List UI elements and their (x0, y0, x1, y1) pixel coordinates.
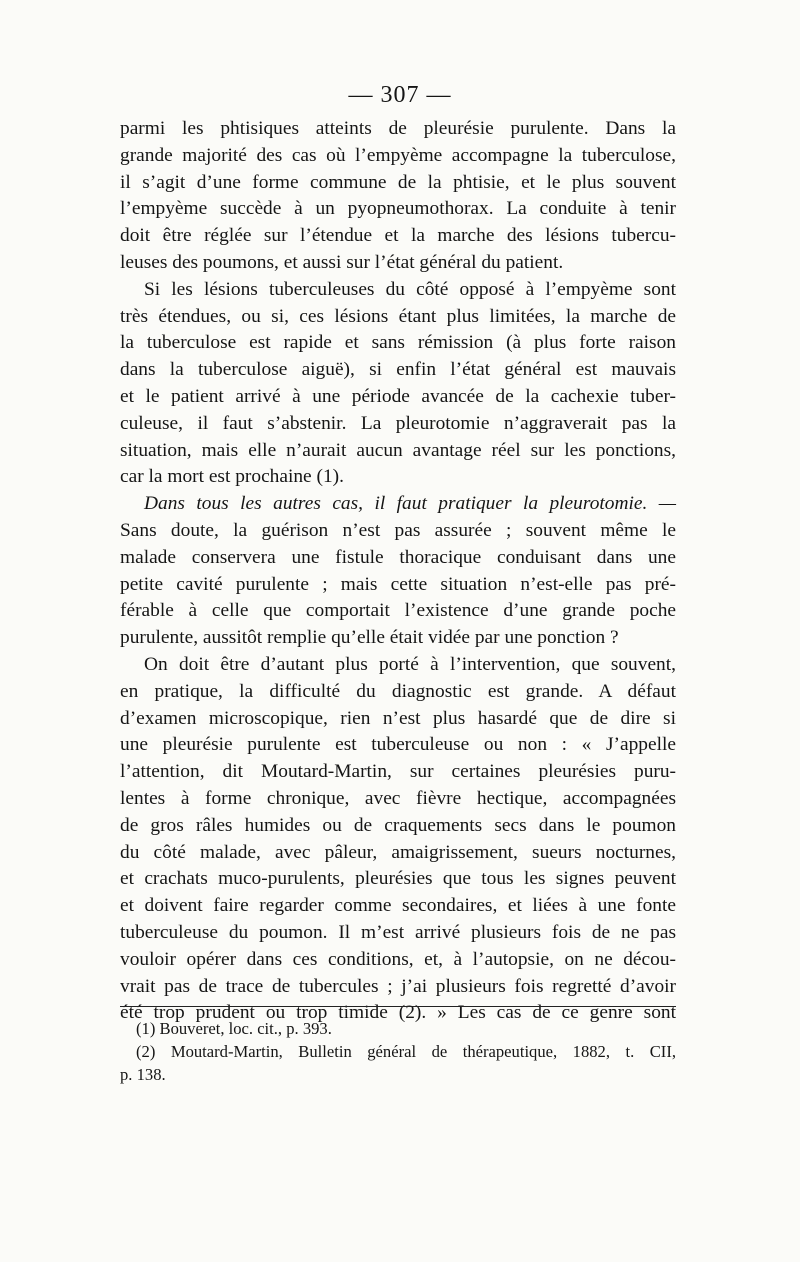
text-line: malade conservera une fistule thoracique conduisant dans une (120, 546, 676, 568)
text-line: doit être réglée sur l’étendue et la marche des lésions tubercu- (120, 225, 676, 247)
text-line: dans la tuberculose aiguë), si enfin l’état général est mauvais (120, 359, 676, 381)
text-line: du côté malade, avec pâleur, amaigrissement, sueurs nocturnes, (120, 841, 676, 863)
text-line: parmi les phtisiques atteints de pleurésie purulente. Dans la (120, 118, 676, 139)
text-line: en pratique, la difficulté du diagnostic est grande. A défaut (120, 680, 676, 702)
text-line: Si les lésions tuberculeuses du côté opposé à l’empyème sont (144, 278, 676, 300)
text-line: été trop prudent ou trop timide (2). » Les cas de ce genre sont (120, 1002, 676, 1024)
text-line: Dans tous les autres cas, il faut pratiquer la pleurotomie. — (144, 493, 676, 515)
text-line: tuberculeuse du poumon. Il m’est arrivé plusieurs fois de ne pas (120, 921, 676, 943)
text-line: situation, mais elle n’aurait aucun avantage réel sur les ponctions, (120, 439, 676, 461)
footnote-rule (120, 1006, 676, 1007)
text-line: culeuse, il faut s’abstenir. La pleurotomie n’aggraverait pas la (120, 412, 676, 434)
footnote-line: p. 138. (120, 1065, 166, 1084)
text-line: car la mort est prochaine (1). (120, 466, 344, 488)
text-line: il s’agit d’une forme commune de la phtisie, et le plus souvent (120, 171, 676, 193)
text-line: petite cavité purulente ; mais cette situation n’est-elle pas pré- (120, 573, 676, 595)
text-line: Sans doute, la guérison n’est pas assurée ; souvent même le (120, 519, 676, 541)
text-line: férable à celle que comportait l’existence d’une grande poche (120, 600, 676, 622)
text-line: lentes à forme chronique, avec fièvre hectique, accompagnées (120, 787, 676, 809)
text-line: l’attention, dit Moutard-Martin, sur certaines pleurésies puru- (120, 761, 676, 783)
text-line: On doit être d’autant plus porté à l’intervention, que souvent, (144, 653, 676, 675)
footnote-line: (1) Bouveret, loc. cit., p. 393. (136, 1019, 332, 1038)
text-line: purulente, aussitôt remplie qu’elle était vidée par une ponction ? (120, 627, 619, 649)
text-line: de gros râles humides ou de craquements secs dans le poumon (120, 814, 676, 836)
text-line: vouloir opérer dans ces conditions, et, à l’autopsie, on ne décou- (120, 948, 676, 970)
text-line: très étendues, ou si, ces lésions étant plus limitées, la marche de (120, 305, 676, 327)
footnote-line: (2) Moutard-Martin, Bulletin général de thérapeutique, 1882, t. CII, (136, 1042, 676, 1061)
text-line: et crachats muco-purulents, pleurésies que tous les signes peuvent (120, 868, 676, 890)
text-line: une pleurésie purulente est tuberculeuse ou non : « J’appelle (120, 734, 676, 756)
text-line: leuses des poumons, et aussi sur l’état général du patient. (120, 251, 564, 273)
text-line: l’empyème succède à un pyopneumothorax. La conduite à tenir (120, 198, 676, 220)
text-line: et doivent faire regarder comme secondaires, et liées à une fonte (120, 895, 676, 917)
page-number: — 307 — (348, 82, 452, 108)
text-line: la tuberculose est rapide et sans rémission (à plus forte raison (120, 332, 676, 354)
text-line: d’examen microscopique, rien n’est plus hasardé que de dire si (120, 707, 676, 729)
text-line: grande majorité des cas où l’empyème accompagne la tuberculose, (120, 144, 676, 166)
footnotes (120, 1017, 676, 1086)
text-line: vrait pas de trace de tubercules ; j’ai plusieurs fois regretté d’avoir (120, 975, 676, 997)
text-line: et le patient arrivé à une période avancée de la cachexie tuber- (120, 385, 676, 407)
body-text (120, 116, 676, 1027)
